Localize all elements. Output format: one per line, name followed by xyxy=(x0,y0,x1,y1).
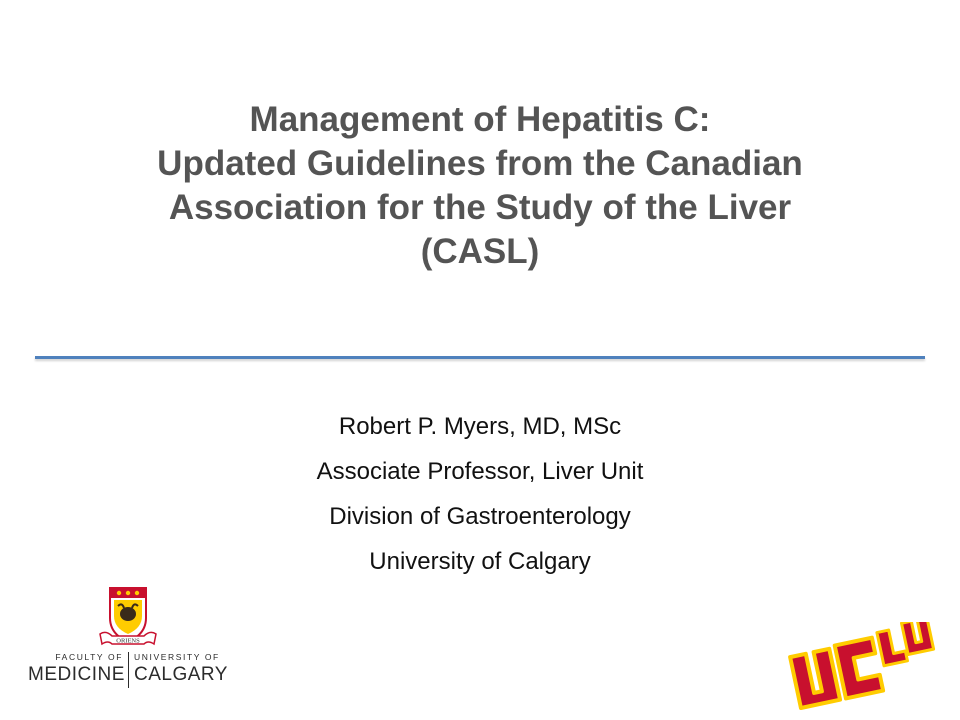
faculty-of-label: FACULTY OF xyxy=(55,652,123,662)
title-line-1: Management of Hepatitis C: xyxy=(249,100,711,139)
university-crest-icon xyxy=(92,584,164,654)
title-line-2: Updated Guidelines from the Canadian xyxy=(157,144,803,183)
uc-letters: UCLU xyxy=(784,622,787,623)
title-divider xyxy=(35,356,925,359)
author-division: Division of Gastroenterology xyxy=(329,503,631,530)
slide-title xyxy=(60,98,900,274)
title-line-4: (CASL) xyxy=(420,232,540,271)
title-line-3: Association for the Study of the Liver xyxy=(168,188,792,227)
crest-motto: ORIENS xyxy=(116,637,140,645)
calgary-label: CALGARY xyxy=(134,664,228,685)
university-of-label: UNIVERSITY OF xyxy=(134,652,220,662)
uc-logo-icon xyxy=(784,622,944,714)
faculty-logo xyxy=(28,652,238,692)
author-institution: University of Calgary xyxy=(369,548,591,575)
logo-separator xyxy=(128,652,129,688)
author-position: Associate Professor, Liver Unit xyxy=(316,458,644,485)
medicine-label: MEDICINE xyxy=(28,664,125,685)
author-byline xyxy=(160,404,800,584)
author-name: Robert P. Myers, MD, MSc xyxy=(338,413,622,440)
